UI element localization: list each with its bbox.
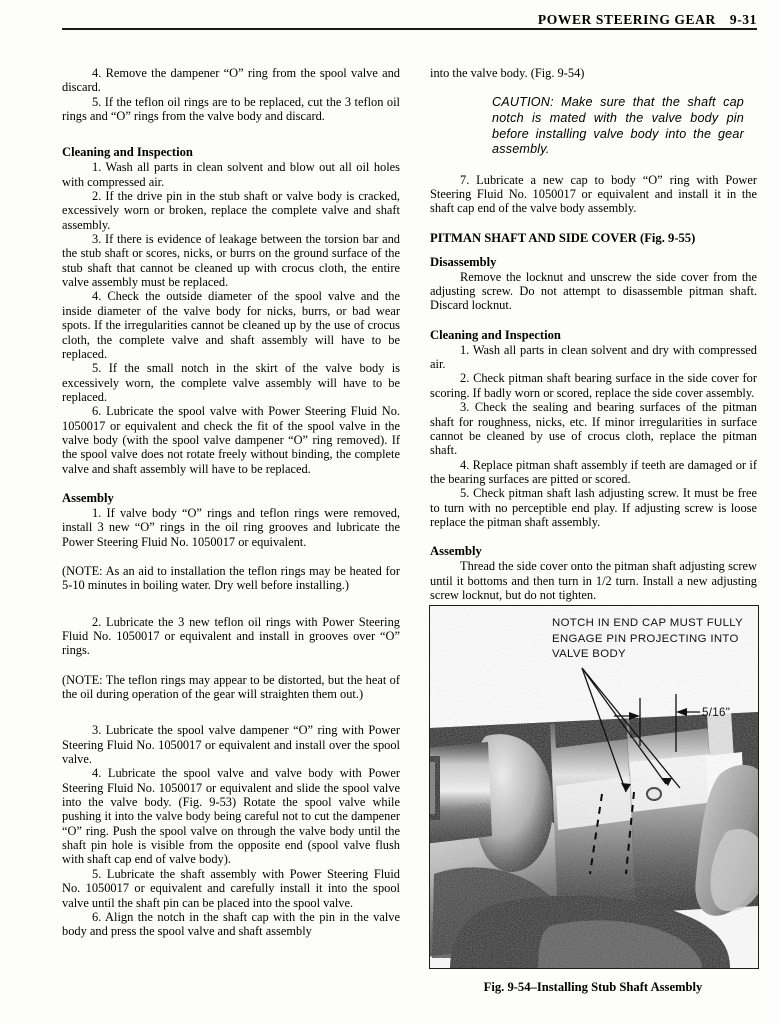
body-paragraph: 2. Check pitman shaft bearing surface in the side cover for scoring. If badly worn or scored, replace the side cover assembly. [430,371,757,400]
vertical-space [430,80,757,95]
svg-text:tighten up: tighten up [609,876,659,893]
body-paragraph: 1. Wash all parts in clean solvent and dry with compressed air. [430,342,757,372]
section-heading: Assembly [430,544,482,559]
vertical-space [430,158,757,173]
vertical-space [430,313,757,328]
body-paragraph: 1. If valve body “O” rings and teflon rings were removed, install 3 new “O” rings in the oil ring grooves and lubricate the Power Steering Fluid No. 1050017 or equivalent. [62,505,400,549]
body-paragraph: 5. If the teflon oil rings are to be replaced, cut the 3 teflon oil rings and “O” rings from the valve body and discard. [62,94,400,124]
body-paragraph: 3. Check the sealing and bearing surfaces of the pitman shaft for roughness, nicks, etc. If minor irregularities in surface cannot be cleaned by use of crocus cloth, replace the pitman shaft. [430,400,757,458]
body-paragraph: 3. If there is evidence of leakage between the torsion bar and the stub shaft or scores, nicks, or burrs on the ground surface of the stub shaft that cannot be cleaned up with crocus cloth, the entire valve assembly must be replaced. [62,232,400,290]
vertical-space [62,476,400,491]
vertical-space [62,701,400,723]
body-paragraph: 2. If the drive pin in the stub shaft or valve body is cracked, excessively worn or broken, replace the complete valve and shaft assembly. [62,189,400,232]
body-paragraph: into the valve body. (Fig. 9-54) [430,66,585,80]
vertical-space [62,593,400,615]
body-paragraph: 5. Check pitman shaft lash adjusting screw. It must be free to turn with no perceptible end play. If adjusting screw is loose replace the pitman shaft assembly. [430,486,757,529]
body-paragraph: 4. Remove the dampener “O” ring from the spool valve and discard. [62,66,400,95]
section-heading: PITMAN SHAFT AND SIDE COVER (Fig. 9-55) [430,230,696,245]
figure-callout-text: NOTCH IN END CAP MUST FULLY ENGAGE PIN PROJECTING INTO VALVE BODY [552,617,743,660]
figure-dimension-label: 5/16" [702,706,731,719]
body-paragraph: 4. Check the outside diameter of the spool valve and the inside diameter of the valve body for nicks, burrs, or bad wear spots. If the irregularities cannot be cleaned up by the use of crocus cloth, the complete valve and shaft assembly will have to be replaced. [62,289,400,361]
note-paragraph: (NOTE: The teflon rings may appear to be distorted, but the heat of the oil during operation of the gear will straighten them out.) [62,672,400,702]
body-paragraph: Remove the locknut and unscrew the side cover from the adjusting screw. Do not attempt to disassemble pitman shaft. Discard locknut. [430,269,757,313]
body-paragraph: 5. If the small notch in the skirt of the valve body is excessively worn, the complete valve assembly will have to be replaced. [62,361,400,404]
header-rule [62,28,757,30]
note-paragraph: (NOTE: As an aid to installation the teflon rings may be heated for 5-10 minutes in boiling water. Dry well before installing.) [62,563,400,593]
body-paragraph: 2. Lubricate the 3 new teflon oil rings with Power Steering Fluid No. 1050017 or equivalent and install in grooves over “O” rings. [62,614,400,658]
svg-text:nuovo: nuovo [457,799,489,815]
section-heading: Cleaning and Inspection [62,145,193,160]
body-paragraph: 3. Lubricate the spool valve dampener “O” ring with Power Steering Fluid No. 1050017 or equivalent and install over the spool valve. [62,723,400,767]
vertical-space [62,658,400,673]
body-paragraph: 7. Lubricate a new cap to body “O” ring with Power Steering Fluid No. 1050017 or equivalent and install it in the shaft cap end of the valve body assembly. [430,172,757,216]
caution-notice: CAUTION: Make sure that the shaft cap notch is mated with the valve body pin before installing valve body into the gear assembly. [492,95,744,157]
body-paragraph: 6. Align the notch in the shaft cap with the pin in the valve body and press the spool valve and shaft assembly [62,909,400,939]
vertical-space [430,216,757,231]
section-heading: Disassembly [430,254,497,269]
body-paragraph: 4. Lubricate the spool valve and valve body with Power Steering Fluid No. 1050017 or equivalent and slide the spool valve into the valve body. (Fig. 9-53) Rotate the spool valve while pushing it into the valve body being careful not to cut the dampener “O” ring. Push the spool valve on through the valve body until the shaft pin hole is visible from the opposite end (spool valve flush with shaft cap end of valve body). [62,766,400,867]
body-paragraph: 5. Lubricate the shaft assembly with Power Steering Fluid No. 1050017 or equivalent and carefully install it into the spool valve until the shaft pin can be placed into the spool valve. [62,866,400,910]
vertical-space [430,529,757,544]
figure-caption: Fig. 9-54–Installing Stub Shaft Assembly [483,980,703,994]
section-heading: Assembly [62,490,114,505]
running-head-title: POWER STEERING GEAR [537,12,716,27]
body-paragraph: 6. Lubricate the spool valve with Power Steering Fluid No. 1050017 or equivalent and check the fit of the spool valve in the valve body (with the spool valve dampener “O” ring removed). If the spool valve does not rotate freely without binding, the complete valve and shaft assembly will have to be replaced. [62,404,400,476]
vertical-space [62,123,400,145]
body-paragraph: 1. Wash all parts in clean solvent and blow out all oil holes with compressed air. [62,160,400,189]
vertical-space [430,246,757,255]
figure-9-54 [429,605,759,969]
right-text-column [430,66,757,602]
left-text-column [62,66,400,939]
section-heading: Cleaning and Inspection [430,327,561,342]
page-number: 9-31 [729,12,757,27]
vertical-space [62,549,400,564]
body-paragraph: Thread the side cover onto the pitman shaft adjusting screw until it bottoms and then turn in 1/2 turn. Install a new adjusting screw locknut, but do not tighten. [430,559,757,602]
body-paragraph: 4. Replace pitman shaft assembly if teeth are damaged or if the bearing surfaces are pitted or scored. [430,457,757,486]
